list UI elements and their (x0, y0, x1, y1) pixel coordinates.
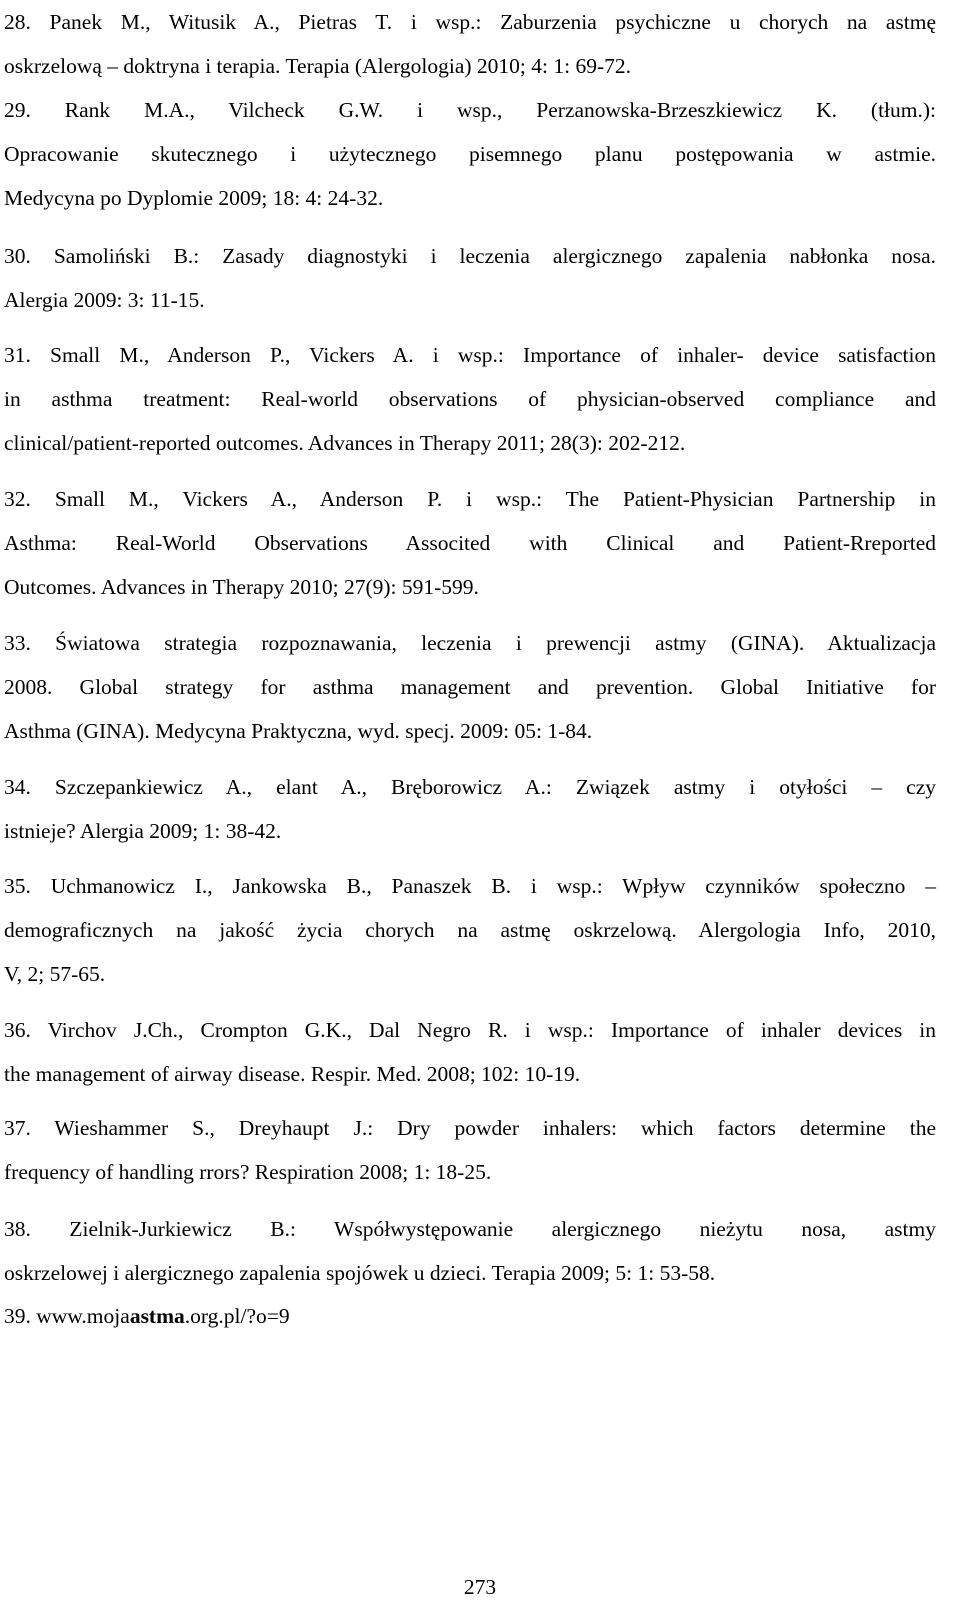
reference-30 (4, 234, 936, 322)
reference-line: 28. Panek M., Witusik A., Pietras T. i wsp.: Zaburzenia psychiczne u chorych na astmę (4, 10, 936, 34)
reference-line: V, 2; 57-65. (4, 962, 106, 986)
reference-line: Medycyna po Dyplomie 2009; 18: 4: 24-32. (4, 186, 384, 210)
reference-34 (4, 765, 936, 853)
reference-31 (4, 333, 936, 465)
reference-line: 35. Uchmanowicz I., Jankowska B., Panaszek B. i wsp.: Wpływ czynników społeczno – (4, 874, 936, 898)
reference-line: 31. Small M., Anderson P., Vickers A. i wsp.: Importance of inhaler- device satisfaction (4, 343, 936, 367)
reference-38 (4, 1207, 936, 1295)
page-number: 273 (463, 1575, 497, 1599)
reference-line: 33. Światowa strategia rozpoznawania, leczenia i prewencji astmy (GINA). Aktualizacja (4, 631, 936, 655)
reference-line: 36. Virchov J.Ch., Crompton G.K., Dal Negro R. i wsp.: Importance of inhaler devices in (4, 1018, 936, 1042)
reference-line: the management of airway disease. Respir. Med. 2008; 102: 10-19. (4, 1062, 581, 1086)
reference-line: 30. Samoliński B.: Zasady diagnostyki i leczenia alergicznego zapalenia nabłonka nosa. (4, 244, 936, 268)
reference-36 (4, 1008, 936, 1096)
reference-line: 37. Wieshammer S., Dreyhaupt J.: Dry powder inhalers: which factors determine the (4, 1116, 936, 1140)
reference-39 (4, 1294, 936, 1338)
reference-line: in asthma treatment: Real-world observations of physician-observed compliance and (4, 387, 936, 411)
reference-line: oskrzelową – doktryna i terapia. Terapia (Alergologia) 2010; 4: 1: 69-72. (4, 54, 631, 78)
reference-35 (4, 864, 936, 996)
url-prefix: 39. www.moja (4, 1304, 130, 1328)
reference-line (4, 1294, 936, 1338)
reference-29 (4, 88, 936, 220)
reference-line: Alergia 2009: 3: 11-15. (4, 288, 205, 312)
reference-33 (4, 621, 936, 753)
reference-line: istnieje? Alergia 2009; 1: 38-42. (4, 819, 282, 843)
reference-line: Outcomes. Advances in Therapy 2010; 27(9): 591-599. (4, 575, 479, 599)
reference-line: Opracowanie skutecznego i użytecznego pisemnego planu postępowania w astmie. (4, 142, 936, 166)
reference-line: demograficznych na jakość życia chorych na astmę oskrzelową. Alergologia Info, 2010, (4, 918, 936, 942)
reference-line: Asthma: Real-World Observations Associted with Clinical and Patient-Rreported (4, 531, 936, 555)
reference-28 (4, 0, 936, 88)
reference-line: 2008. Global strategy for asthma management and prevention. Global Initiative for (4, 675, 936, 699)
reference-37 (4, 1106, 936, 1194)
reference-line: 38. Zielnik-Jurkiewicz B.: Współwystępowanie alergicznego nieżytu nosa, astmy (4, 1217, 936, 1241)
url-bold-part: astma (129, 1304, 185, 1328)
reference-line: frequency of handling rrors? Respiration 2008; 1: 18-25. (4, 1160, 492, 1184)
reference-line: 34. Szczepankiewicz A., elant A., Bręborowicz A.: Związek astmy i otyłości – czy (4, 775, 936, 799)
reference-line: 29. Rank M.A., Vilcheck G.W. i wsp., Perzanowska-Brzeszkiewicz K. (tłum.): (4, 98, 936, 122)
reference-line: oskrzelowej i alergicznego zapalenia spojówek u dzieci. Terapia 2009; 5: 1: 53-58. (4, 1261, 716, 1285)
reference-line: clinical/patient-reported outcomes. Advances in Therapy 2011; 28(3): 202-212. (4, 431, 686, 455)
url-suffix: .org.pl/?o=9 (184, 1304, 290, 1328)
reference-line: Asthma (GINA). Medycyna Praktyczna, wyd. specj. 2009: 05: 1-84. (4, 719, 593, 743)
reference-32 (4, 477, 936, 609)
reference-line: 32. Small M., Vickers A., Anderson P. i wsp.: The Patient-Physician Partnership in (4, 487, 936, 511)
